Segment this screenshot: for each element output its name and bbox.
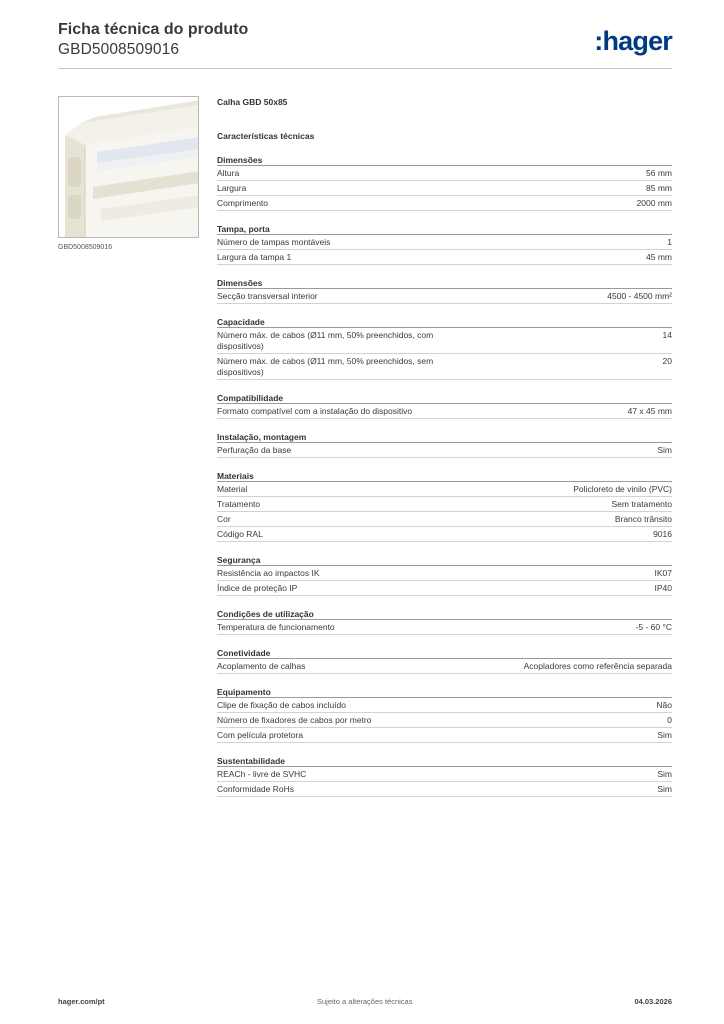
spec-label: Número de fixadores de cabos por metro xyxy=(217,715,372,725)
spec-section xyxy=(217,316,672,380)
spec-section xyxy=(217,686,672,743)
section-title: Instalação, montagem xyxy=(217,431,672,443)
spec-section xyxy=(217,431,672,458)
spec-section xyxy=(217,223,672,265)
spec-row xyxy=(217,404,672,419)
spec-label: Número máx. de cabos (Ø11 mm, 50% preenchidos, sem dispositivos) xyxy=(217,356,434,377)
spec-label: Temperatura de funcionamento xyxy=(217,622,335,632)
spec-label: Formato compatível com a instalação do dispositivo xyxy=(217,406,413,416)
spec-label: Material xyxy=(217,484,248,494)
spec-section xyxy=(217,277,672,304)
section-title: Compatibilidade xyxy=(217,392,672,404)
spec-row xyxy=(217,166,672,181)
spec-value: Sim xyxy=(657,784,672,794)
section-title: Dimensões xyxy=(217,277,672,289)
spec-value: Policloreto de vinilo (PVC) xyxy=(573,484,672,494)
section-title: Condições de utilização xyxy=(217,608,672,620)
spec-row xyxy=(217,782,672,797)
spec-value: 47 x 45 mm xyxy=(627,406,672,416)
spec-label: REACh - livre de SVHC xyxy=(217,769,307,779)
spec-row xyxy=(217,581,672,596)
spec-label: Perfuração da base xyxy=(217,445,292,455)
spec-value: 1 xyxy=(667,237,672,247)
spec-value: Acopladores como referência separada xyxy=(523,661,672,671)
spec-row xyxy=(217,181,672,196)
spec-value: Não xyxy=(656,700,672,710)
spec-value: 9016 xyxy=(653,529,672,539)
spec-row xyxy=(217,482,672,497)
spec-label: Conformidade RoHs xyxy=(217,784,295,794)
spec-value: 14 xyxy=(662,330,672,340)
footer-notice: Sujeito a alterações técnicas xyxy=(317,997,413,1006)
spec-row xyxy=(217,527,672,542)
spec-value: Branco trânsito xyxy=(614,514,672,524)
spec-label: Cor xyxy=(217,514,231,524)
spec-row xyxy=(217,728,672,743)
spec-value: 45 mm xyxy=(646,252,672,262)
spec-row xyxy=(217,196,672,211)
section-title: Conetividade xyxy=(217,647,672,659)
product-photo xyxy=(58,96,199,238)
spec-value: 85 mm xyxy=(646,183,672,193)
spec-label: Tratamento xyxy=(217,499,261,509)
section-title: Dimensões xyxy=(217,154,672,166)
image-caption: GBD5008509016 xyxy=(58,244,113,251)
footer-website: hager.com/pt xyxy=(58,997,105,1006)
spec-section xyxy=(217,154,672,211)
spec-row xyxy=(217,235,672,250)
section-title: Capacidade xyxy=(217,316,672,328)
spec-value: Sim xyxy=(657,730,672,740)
spec-heading: Características técnicas xyxy=(217,131,315,141)
spec-label: Comprimento xyxy=(217,198,269,208)
spec-sections xyxy=(217,154,672,797)
spec-value: 20 xyxy=(662,356,672,366)
spec-value: IK07 xyxy=(654,568,672,578)
document-header xyxy=(58,20,672,60)
spec-label: Índice de proteção IP xyxy=(217,583,298,593)
spec-label: Código RAL xyxy=(217,529,263,539)
spec-label: Número máx. de cabos (Ø11 mm, 50% preenchidos, com dispositivos) xyxy=(217,330,434,351)
spec-value: Sim xyxy=(657,769,672,779)
spec-section xyxy=(217,470,672,542)
spec-row xyxy=(217,354,672,380)
spec-row xyxy=(217,698,672,713)
spec-label: Resistência ao impactos IK xyxy=(217,568,320,578)
spec-section xyxy=(217,647,672,674)
header-divider xyxy=(58,68,672,69)
footer-date: 04.03.2026 xyxy=(634,997,672,1006)
spec-label: Com película protetora xyxy=(217,730,303,740)
spec-row xyxy=(217,767,672,782)
spec-value: Sem tratamento xyxy=(611,499,672,509)
spec-label: Clipe de fixação de cabos incluído xyxy=(217,700,346,710)
spec-value: Sim xyxy=(657,445,672,455)
spec-row xyxy=(217,250,672,265)
hager-logo: :hager xyxy=(594,26,672,56)
spec-row xyxy=(217,328,672,354)
spec-row xyxy=(217,497,672,512)
spec-value: IP40 xyxy=(654,583,672,593)
spec-value: -5 - 60 °C xyxy=(635,622,672,632)
spec-row xyxy=(217,713,672,728)
spec-value: 56 mm xyxy=(646,168,672,178)
section-title: Materiais xyxy=(217,470,672,482)
spec-row xyxy=(217,289,672,304)
spec-label: Altura xyxy=(217,168,240,178)
spec-section xyxy=(217,608,672,635)
spec-label: Largura xyxy=(217,183,247,193)
spec-row xyxy=(217,512,672,527)
section-title: Equipamento xyxy=(217,686,672,698)
spec-panel xyxy=(217,96,672,797)
section-title: Tampa, porta xyxy=(217,223,672,235)
spec-section xyxy=(217,755,672,797)
spec-row xyxy=(217,659,672,674)
section-title: Segurança xyxy=(217,554,672,566)
section-title: Sustentabilidade xyxy=(217,755,672,767)
spec-row xyxy=(217,620,672,635)
spec-row xyxy=(217,566,672,581)
spec-section xyxy=(217,392,672,419)
product-name: Calha GBD 50x85 xyxy=(217,97,288,107)
product-photo-icon xyxy=(59,97,199,238)
product-code: GBD5008509016 xyxy=(58,41,180,58)
page-footer xyxy=(58,997,672,1009)
spec-value: 4500 - 4500 mm² xyxy=(607,291,672,301)
spec-label: Acoplamento de calhas xyxy=(217,661,306,671)
spec-label: Largura da tampa 1 xyxy=(217,252,292,262)
spec-value: 2000 mm xyxy=(636,198,672,208)
spec-label: Número de tampas montáveis xyxy=(217,237,331,247)
spec-label: Secção transversal interior xyxy=(217,291,318,301)
spec-value: 0 xyxy=(667,715,672,725)
spec-row xyxy=(217,443,672,458)
spec-section xyxy=(217,554,672,596)
page-title: Ficha técnica do produto xyxy=(58,21,249,38)
